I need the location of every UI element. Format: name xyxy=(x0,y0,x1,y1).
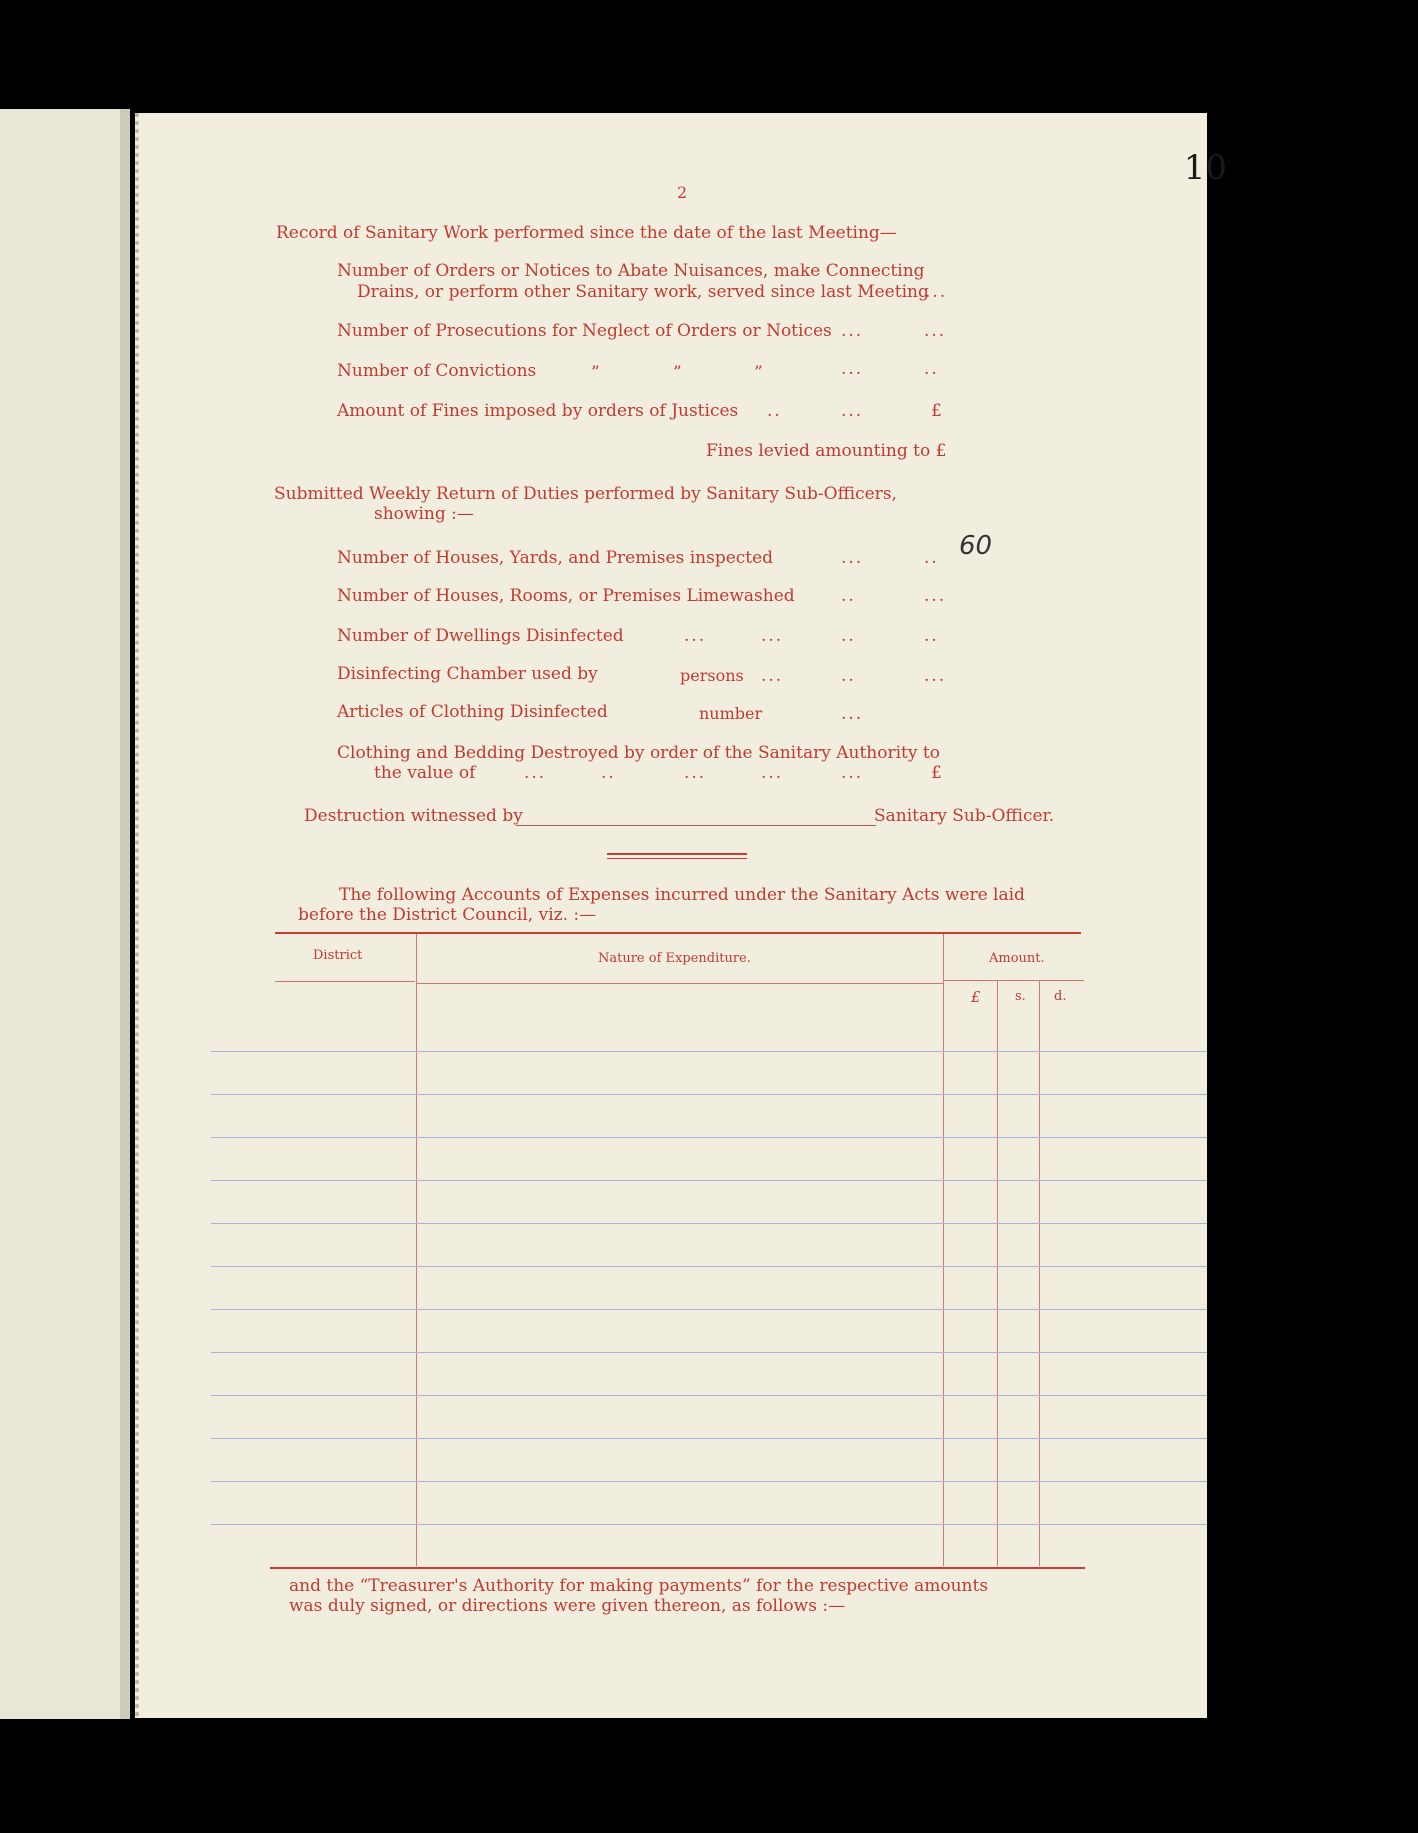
destruction-witnessed-label: Destruction witnessed by xyxy=(304,806,523,826)
ditto-mark: ” xyxy=(754,363,763,383)
column-amount: Amount. xyxy=(989,951,1045,966)
clothing-unit: number xyxy=(699,704,763,723)
leader: ... xyxy=(841,359,864,379)
weekly-return-heading1: Submitted Weekly Return of Duties performed by Sanitary Sub-Officers, xyxy=(274,484,897,504)
leader: .. xyxy=(924,626,939,646)
leader: .. xyxy=(767,401,782,421)
leader: ... xyxy=(761,666,784,686)
column-pounds: £ xyxy=(971,988,981,1006)
printed-page-number: 2 xyxy=(677,183,688,202)
column-divider xyxy=(1039,981,1040,1566)
leader: .. xyxy=(601,763,616,783)
ditto-mark: ” xyxy=(591,363,600,383)
chamber-unit: persons xyxy=(680,666,744,685)
fines-imposed-label: Amount of Fines imposed by orders of Justices xyxy=(337,401,739,421)
column-divider xyxy=(943,934,944,1566)
pound-sign: £ xyxy=(931,401,942,421)
ruled-line xyxy=(211,1309,1207,1310)
divider-rule xyxy=(607,858,747,859)
header-rule xyxy=(417,983,943,984)
ditto-mark: ” xyxy=(673,363,682,383)
leader: ... xyxy=(841,401,864,421)
column-divider xyxy=(997,981,998,1566)
leader: .. xyxy=(841,626,856,646)
record-heading: Record of Sanitary Work performed since the date of the last Meeting— xyxy=(276,223,897,243)
leader: ... xyxy=(524,763,547,783)
accounts-intro-line2: before the District Council, viz. :— xyxy=(298,905,597,925)
ruled-line xyxy=(211,1051,1207,1052)
chamber-label: Disinfecting Chamber used by xyxy=(337,664,598,684)
ledger-page xyxy=(135,113,1227,1718)
page-number-stamp: 10 xyxy=(1183,148,1227,188)
accounts-footer-line1: and the “Treasurer's Authority for making payments” for the respective amounts xyxy=(289,1576,989,1596)
leader: ... xyxy=(761,763,784,783)
column-nature: Nature of Expenditure. xyxy=(598,951,751,966)
leader: ... xyxy=(924,666,947,686)
ruled-line xyxy=(211,1266,1207,1267)
pound-sign: £ xyxy=(931,763,942,783)
ruled-line xyxy=(211,1524,1207,1525)
witness-signature-line xyxy=(516,825,876,826)
header-rule xyxy=(944,980,1084,981)
ruled-line xyxy=(211,1395,1207,1396)
ruled-line xyxy=(211,1094,1207,1095)
header-rule xyxy=(275,981,415,982)
houses-inspected-value: 60 xyxy=(959,531,993,561)
leader: ... xyxy=(924,321,947,341)
column-district: District xyxy=(313,948,363,963)
weekly-return-heading2: showing :— xyxy=(374,504,474,524)
houses-inspected-label: Number of Houses, Yards, and Premises inspected xyxy=(337,548,774,568)
accounts-footer-line2: was duly signed, or directions were given thereon, as follows :— xyxy=(289,1596,846,1616)
destroyed-line2: the value of xyxy=(374,763,476,783)
leader: .. xyxy=(924,548,939,568)
convictions-label: Number of Convictions xyxy=(337,361,537,381)
ruled-line xyxy=(211,1180,1207,1181)
fines-levied-label: Fines levied amounting to £ xyxy=(706,441,947,461)
leader: .. xyxy=(841,586,856,606)
prosecutions-label: Number of Prosecutions for Neglect of Orders or Notices xyxy=(337,321,832,341)
leader: ... xyxy=(684,626,707,646)
divider-rule xyxy=(607,853,747,855)
ruled-line xyxy=(211,1481,1207,1482)
leader: .. xyxy=(841,666,856,686)
leader: ... xyxy=(841,321,864,341)
accounts-intro-line1: The following Accounts of Expenses incurred under the Sanitary Acts were laid xyxy=(339,885,1025,905)
leader: ... xyxy=(684,763,707,783)
disinfected-label: Number of Dwellings Disinfected xyxy=(337,626,624,646)
leader: ... xyxy=(925,282,948,302)
leader: ... xyxy=(841,704,864,724)
column-shillings: s. xyxy=(1015,989,1026,1004)
limewashed-label: Number of Houses, Rooms, or Premises Limewashed xyxy=(337,586,795,606)
orders-line1: Number of Orders or Notices to Abate Nuisances, make Connecting xyxy=(337,261,925,281)
leader: ... xyxy=(841,548,864,568)
ruled-line xyxy=(211,1438,1207,1439)
destroyed-line1: Clothing and Bedding Destroyed by order of the Sanitary Authority to xyxy=(337,743,940,763)
leader: .. xyxy=(924,359,939,379)
leader: ... xyxy=(841,763,864,783)
ruled-line xyxy=(211,1352,1207,1353)
table-bottom-rule xyxy=(270,1567,1085,1569)
ruled-line xyxy=(211,1137,1207,1138)
clothing-label: Articles of Clothing Disinfected xyxy=(337,702,608,722)
sanitary-sub-officer-label: Sanitary Sub-Officer. xyxy=(874,806,1055,826)
leader: ... xyxy=(924,586,947,606)
leader: ... xyxy=(761,626,784,646)
column-divider xyxy=(416,934,417,1566)
ruled-line xyxy=(211,1223,1207,1224)
column-pence: d. xyxy=(1054,989,1067,1004)
left-page-edge xyxy=(0,109,128,1719)
orders-line2: Drains, or perform other Sanitary work, served since last Meeting xyxy=(357,282,929,302)
table-top-rule xyxy=(275,932,1081,934)
